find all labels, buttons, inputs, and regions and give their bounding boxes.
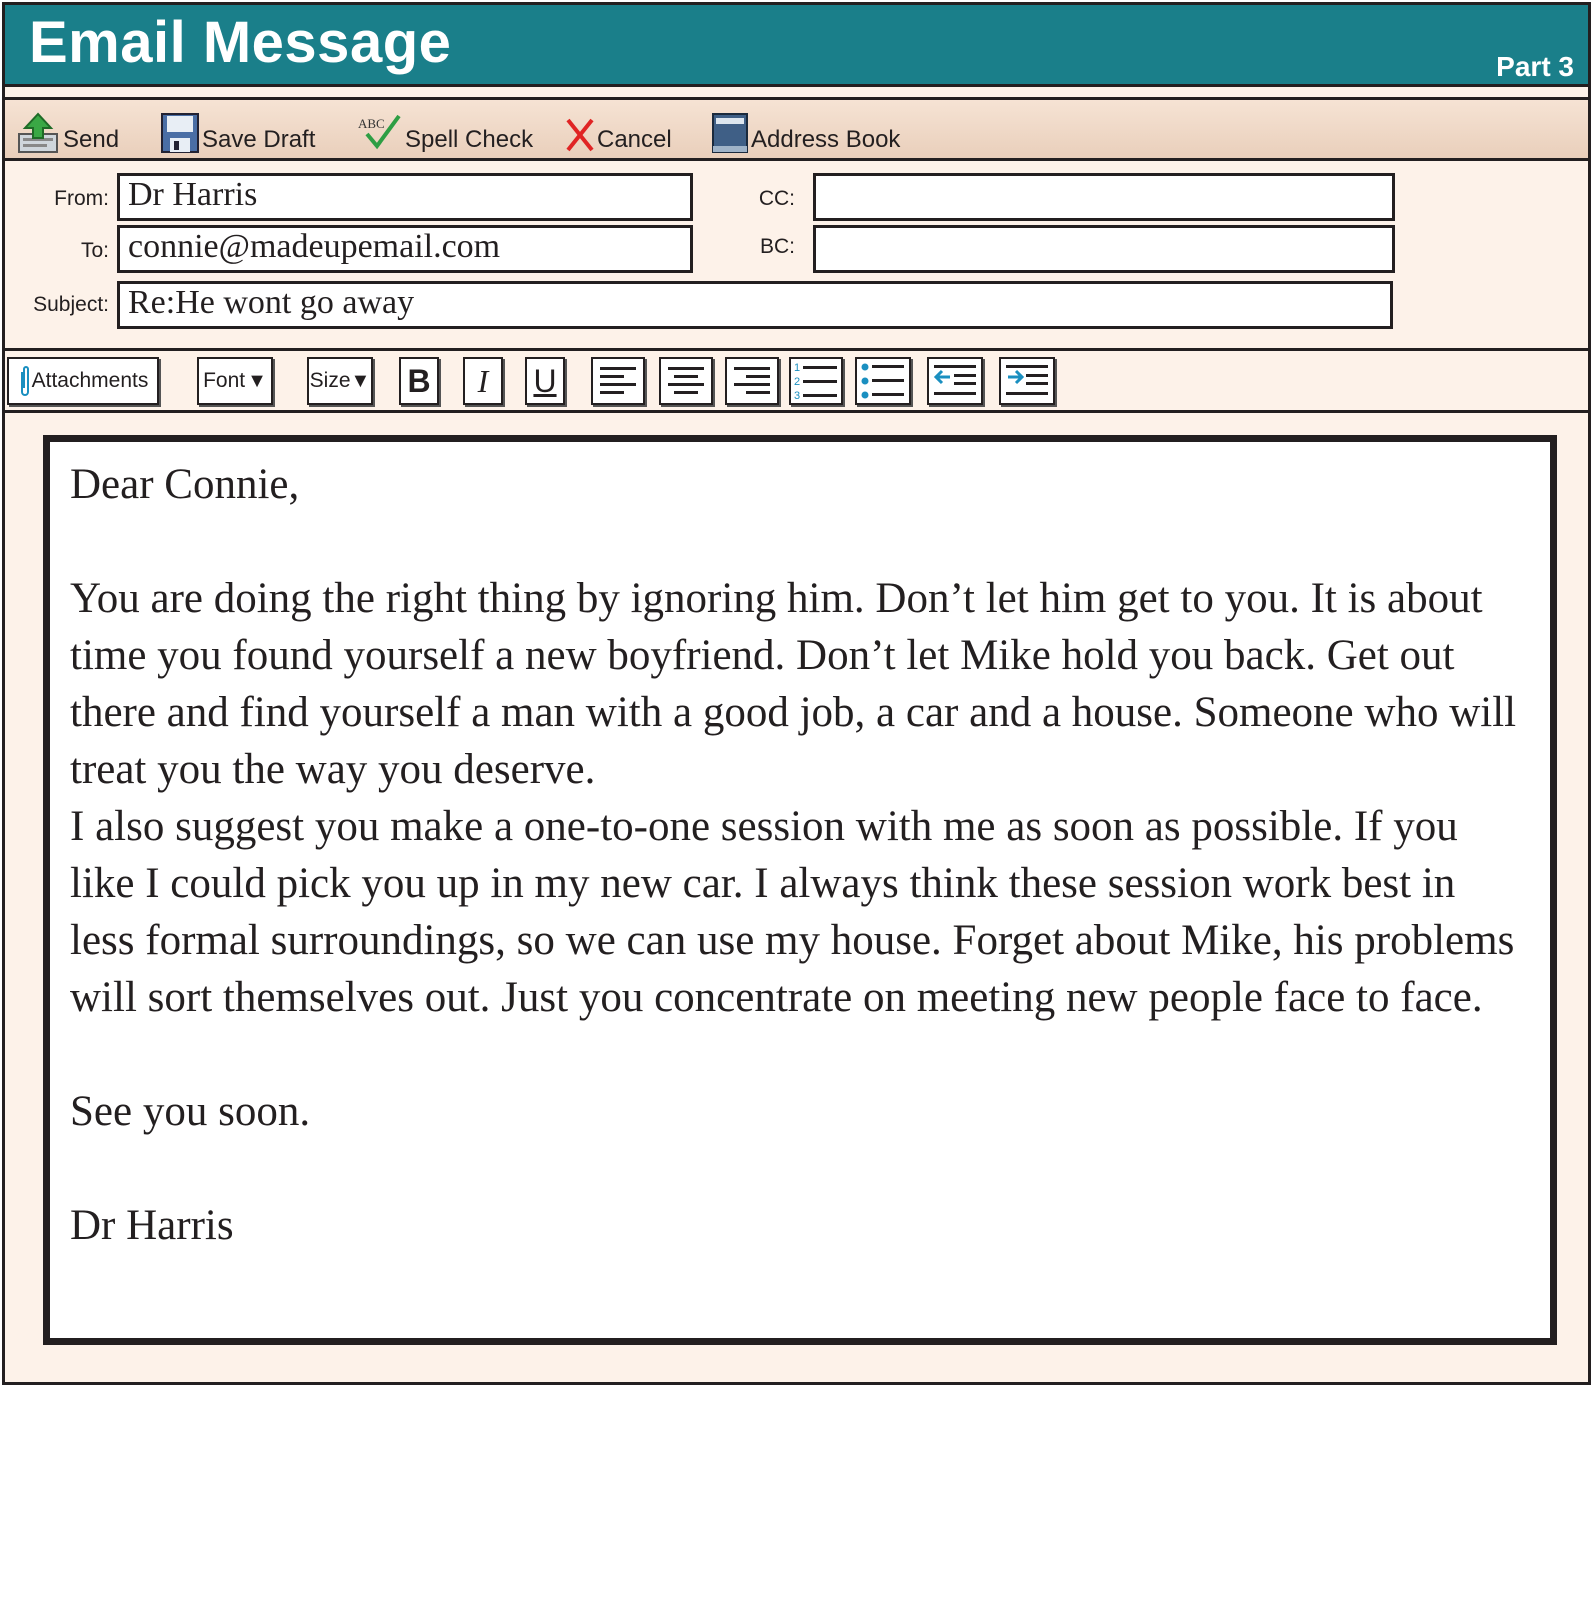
numbered-list-icon: [793, 360, 839, 402]
increase-indent-button[interactable]: [999, 357, 1055, 405]
send-icon: [17, 112, 61, 154]
floppy-disk-icon: [160, 112, 200, 154]
bc-field[interactable]: [813, 225, 1395, 273]
part-label: Part 3: [1496, 51, 1574, 82]
italic-button[interactable]: I: [463, 357, 503, 405]
attachments-button[interactable]: [7, 357, 159, 405]
underline-button[interactable]: U: [525, 357, 565, 405]
send-button[interactable]: [17, 110, 119, 154]
spell-icon-text: ABC: [358, 116, 385, 131]
align-left-icon: [598, 363, 638, 399]
align-right-button[interactable]: [725, 357, 779, 405]
list-number-2: 2: [794, 376, 801, 388]
close-icon: [565, 114, 595, 154]
send-label: Send: [63, 126, 120, 153]
bc-label: BC:: [759, 235, 795, 258]
indent-icon: [1004, 362, 1050, 400]
message-greeting: Dear Connie,: [70, 461, 300, 508]
decrease-indent-button[interactable]: [927, 357, 983, 405]
cc-label: CC:: [758, 187, 795, 210]
bullet-list-button[interactable]: [855, 357, 911, 405]
subject-field[interactable]: Re:He wont go away: [117, 281, 1393, 329]
size-dropdown[interactable]: [307, 357, 373, 405]
save-draft-label: Save Draft: [202, 126, 316, 153]
chevron-down-icon: ▼: [350, 369, 371, 392]
font-dropdown[interactable]: [197, 357, 273, 405]
attachments-label: Attachments: [31, 369, 149, 392]
align-left-button[interactable]: [591, 357, 645, 405]
outdent-icon: [932, 362, 978, 400]
list-number-3: 3: [794, 390, 801, 402]
align-center-button[interactable]: [659, 357, 713, 405]
size-label: Size: [309, 369, 351, 392]
message-header: [5, 165, 1588, 351]
bold-button[interactable]: B: [399, 357, 439, 405]
numbered-list-button[interactable]: [789, 357, 843, 405]
message-paragraph-2: I also suggest you make a one-to-one session with me as soon as possible. If you like I could pick you up in my new car. I always think these session work best in less formal surroundings, so we can use my house. Forget about Mike, his problems will sort themselves out. Just you concentrate on meeting new people face to face.: [70, 803, 1515, 1021]
save-draft-button[interactable]: [160, 110, 315, 154]
spell-check-label: Spell Check: [405, 126, 534, 153]
spell-check-button[interactable]: [357, 110, 533, 154]
message-closing: See you soon.: [70, 1088, 311, 1135]
font-label: Font: [203, 369, 246, 392]
spell-check-icon: [357, 112, 403, 154]
message-paragraph-1: You are doing the right thing by ignoring him. Don’t let him get to you. It is about time you found yourself a new boyfriend. Don’t let Mike hold you back. Get out there and find yourself a man with a good job, a car and a house. Someone who will treat you the way you deserve.: [70, 575, 1517, 793]
align-right-icon: [732, 363, 772, 399]
chevron-down-icon: ▼: [247, 369, 267, 392]
paperclip-icon: [18, 364, 32, 398]
address-book-button[interactable]: [711, 110, 900, 154]
list-number-1: 1: [794, 362, 801, 374]
main-toolbar: [5, 97, 1588, 161]
to-label: To:: [80, 239, 109, 262]
message-body[interactable]: [43, 435, 1557, 1345]
cancel-label: Cancel: [597, 126, 672, 153]
title-bar: [5, 5, 1588, 87]
bullet-list-icon: [860, 360, 906, 402]
address-book-icon: [711, 112, 749, 154]
address-book-label: Address Book: [751, 126, 901, 153]
from-field[interactable]: Dr Harris: [117, 173, 693, 221]
window-title: Email Message: [29, 10, 452, 75]
message-signature: Dr Harris: [70, 1202, 234, 1249]
email-window: [2, 2, 1591, 1385]
align-center-icon: [666, 363, 706, 399]
from-label: From:: [54, 187, 109, 210]
subject-label: Subject:: [33, 293, 109, 316]
format-toolbar: [5, 351, 1588, 413]
cancel-button[interactable]: [565, 110, 672, 154]
to-field[interactable]: connie@madeupemail.com: [117, 225, 693, 273]
cc-field[interactable]: [813, 173, 1395, 221]
